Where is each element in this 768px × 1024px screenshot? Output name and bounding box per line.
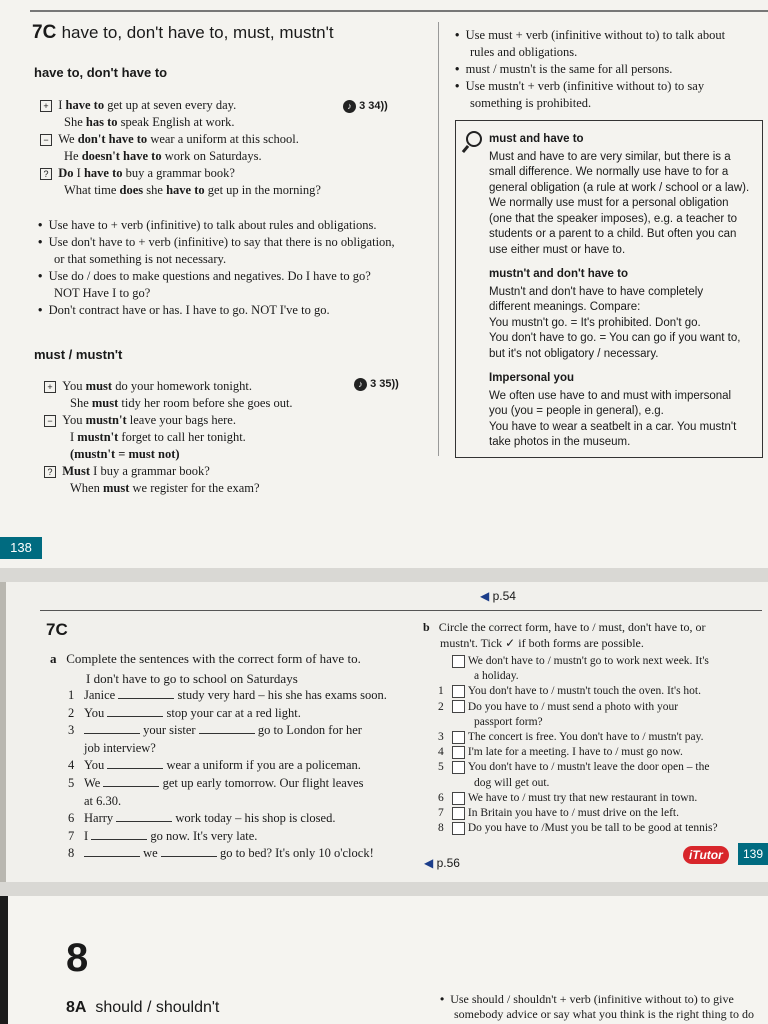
exercise-a-item-1[interactable]: 1 Janice study very hard – his she has exams soon. (68, 688, 387, 702)
sound-waves-icon: )) (391, 378, 399, 390)
unit-8a-title (66, 999, 219, 1017)
exercise-a-instruction: a Complete the sentences with the correct form of have to. (50, 651, 361, 666)
top-rule (30, 10, 768, 12)
checkbox[interactable] (452, 822, 465, 835)
checkbox[interactable] (452, 746, 465, 759)
examples-have-to: + I have to get up at seven every day. She has to speak English at work. − We don't have to wear a uniform at this school. He doesn't have to work on Saturdays. ? Do I have to buy a grammar book? What time does she have to get up in the morning? (40, 97, 321, 199)
note-heading-3: Impersonal you (489, 372, 574, 384)
plus-icon: + (44, 381, 56, 393)
checkbox[interactable] (452, 685, 465, 698)
exercise-a-item-8[interactable]: 8 we go to bed? It's only 10 o'clock! (68, 846, 374, 861)
exercise-b-item-8[interactable]: 8 Do you have to /Must you be tall to be good at tennis? (438, 822, 718, 835)
exercise-b-item-4[interactable]: 4 I'm late for a meeting. I have to / must go now. (438, 746, 683, 759)
column-divider (438, 22, 439, 456)
exercise-a-item-6[interactable]: 6 Harry work today – his shop is closed. (68, 811, 336, 826)
exercise-b-item-5[interactable]: 5 You don't have to / mustn't leave the door open – the (438, 761, 710, 774)
plus-icon: + (40, 100, 52, 112)
audio-track-label: 3 34 (359, 100, 381, 112)
question-icon: ? (40, 168, 52, 180)
rule-line: something is prohibited. (470, 96, 592, 110)
minus-icon: − (40, 134, 52, 146)
exercise-a-item-7[interactable]: 7 I go now. It's very late. (68, 828, 258, 843)
answer-blank[interactable] (161, 856, 217, 857)
checkbox[interactable] (452, 731, 465, 744)
next-unit-page (0, 896, 768, 1024)
minus-icon: − (44, 415, 56, 427)
exercise-b-items: We don't have to / mustn't go to work next week. It's a holiday. 1 You don't have to / mustn't touch the oven. It's hot. 2 Do you have to / must send a photo with your passport form? 3 The concert is free. You don't have to / mustn't pay. 4 I'm late for a meeting. I have to / must go now. 5 You don't have to / mustn't leave the door open – the dog will get out. 6 We have to / must try that new restaurant in town. 7 In Britain you have to / must drive on the left. 8 Do you have to /Must you be tall to be good at tennis? (438, 654, 718, 836)
exercise-b-item-3[interactable]: 3 The concert is free. You don't have to / mustn't pay. (438, 731, 704, 744)
itutor-badge[interactable]: iTutor (683, 846, 729, 864)
unit-title: should / shouldn't (95, 999, 220, 1016)
page-number-139: 139 (738, 843, 768, 865)
note-heading-1: must and have to (489, 133, 584, 145)
checkbox[interactable] (452, 792, 465, 805)
sound-waves-icon: )) (380, 100, 388, 112)
rule-line: Don't contract have or has. I have to go. NOT I've to go. (48, 303, 330, 317)
page-gutter (0, 582, 6, 882)
exercise-b-instruction: b Circle the correct form, have to / must, don't have to, or mustn't. Tick ✓ if both forms are possible. (423, 620, 706, 650)
note-para-2: Mustn't and don't have to have completely different meanings. Compare: You mustn't go. = It's prohibited. Don't go. You don't have to go. = You can go if you want to, but it's not obligatory / necessary. (489, 285, 741, 360)
answer-blank[interactable] (107, 716, 163, 717)
page-gutter (0, 896, 8, 1024)
exercise-b-item-6[interactable]: 6 We have to / must try that new restaurant in town. (438, 791, 698, 804)
rule-line: Use have to + verb (infinitive) to talk about rules and obligations. (48, 218, 377, 232)
exercise-code: 7C (46, 620, 68, 639)
checkbox[interactable] (452, 761, 465, 774)
exercise-b-item-7[interactable]: 7 In Britain you have to / must drive on the left. (438, 807, 679, 820)
exercise-a-item-2[interactable]: 2 You stop your car at a red light. (68, 705, 301, 720)
answer-blank[interactable] (84, 733, 140, 734)
unit-8a-rule: • Use should / shouldn't + verb (infinitive without to) to give somebody advice or say what you think is the right thing to do (440, 992, 754, 1021)
magnifier-icon (466, 131, 482, 147)
note-para-1: Must and have to are very similar, but there is a small difference. We normally use have to for a general obligation (a rule at work / school or a law). We normally use must for a personal obligation (one that the speaker imposes), e.g. a teacher to students or a parent to a child. But often you can use either must or have to. (489, 150, 750, 256)
examples-must: + You must do your homework tonight. She must tidy her room before she goes out. − You mustn't leave your bags here. I mustn't forget to call her tonight. (mustn't = must not) ? Must I buy a grammar book? When must we register for the exam? (44, 378, 293, 497)
rule-line: rules and obligations. (470, 45, 578, 59)
audio-badge-1[interactable] (343, 100, 388, 113)
audio-badge-2[interactable] (354, 378, 399, 391)
rules-have-to: • Use have to + verb (infinitive) to talk about rules and obligations. • Use don't have to + verb (infinitive) to say that there is no obligation, or that something is not necessary. • Use do / does to make questions and negatives. Do I have to go? NOT Have I to go? • Don't contract have or has. I have to go. NOT I've to go. (38, 218, 395, 317)
answer-blank[interactable] (199, 733, 255, 734)
section-title-text: have to, don't have to, must, mustn't (61, 23, 334, 42)
question-icon: ? (44, 466, 56, 478)
speaker-icon: ♪ (343, 100, 356, 113)
exercise-b-item-2[interactable]: 2 Do you have to / must send a photo with your (438, 700, 679, 713)
answer-blank[interactable] (91, 839, 147, 840)
note-box (455, 120, 763, 458)
audio-track-label: 3 35 (370, 378, 392, 390)
speaker-icon: ♪ (354, 378, 367, 391)
answer-blank[interactable] (116, 821, 172, 822)
exercise-a-example: I don't have to go to school on Saturdays (86, 671, 298, 686)
checkbox[interactable] (452, 807, 465, 820)
magnifier-handle (462, 145, 469, 153)
checkbox[interactable] (452, 655, 465, 668)
note-para-3: We often use have to and must with impersonal you (you = people in general), e.g. You have to wear a seatbelt in a car. You mustn't take photos in the museum. (489, 389, 737, 448)
section-title (32, 22, 334, 44)
rule-line: Use don't have to + verb (infinitive) to say that there is no obligation, (48, 235, 395, 249)
exercise-a-items: 1 Janice study very hard – his she has exams soon. 2 You stop your car at a red light. 3 your sister go to London for her job interview? 4 You wear a uniform if you are a policeman. 5 We get up early tomorrow. Our flight leaves at 6.30. 6 Harry work today – his shop is closed. 7 I go now. It's very late. 8 we go to bed? It's only 10 o'clock! (68, 687, 387, 863)
rule-line: Use mustn't + verb (infinitive without to) to say (465, 79, 705, 93)
exercise-rule (40, 610, 762, 611)
unit-number: 8 (66, 936, 89, 980)
rule-line: Use must + verb (infinitive without to) to talk about (465, 28, 726, 42)
exercise-b-example: We don't have to / mustn't go to work next week. It's (438, 654, 718, 669)
subheading-have-to: have to, don't have to (34, 65, 168, 80)
rule-line: NOT Have I to go? (54, 286, 151, 300)
checkbox[interactable] (452, 700, 465, 713)
page-ref-top[interactable]: ◀ p.54 (480, 589, 516, 603)
answer-blank[interactable] (118, 698, 174, 699)
subheading-must: must / mustn't (34, 347, 123, 362)
rule-line: must / mustn't is the same for all persons. (465, 62, 673, 76)
page-ref-bottom[interactable]: ◀ p.56 (424, 856, 460, 870)
exercise-a-item-3[interactable]: 3 your sister go to London for her (68, 723, 362, 738)
answer-blank[interactable] (84, 856, 140, 857)
exercise-a-item-5[interactable]: 5 We get up early tomorrow. Our flight leaves (68, 775, 364, 790)
rules-must: • Use must + verb (infinitive without to) to talk about rules and obligations. • must / mustn't is the same for all persons. • Use mustn't + verb (infinitive without to) to say something is prohibited. (455, 28, 726, 110)
note-heading-2: mustn't and don't have to (489, 268, 628, 280)
section-code: 7C (32, 22, 57, 43)
arrow-left-icon: ◀ (424, 856, 434, 870)
answer-blank[interactable] (103, 786, 159, 787)
arrow-left-icon: ◀ (480, 589, 490, 603)
exercise-a-item-4[interactable]: 4 You wear a uniform if you are a policeman. (68, 758, 361, 773)
exercise-page-139 (0, 582, 768, 882)
exercise-b-item-1[interactable]: 1 You don't have to / mustn't touch the oven. It's hot. (438, 685, 701, 698)
rule-line: or that something is not necessary. (54, 252, 227, 266)
rule-line: Use do / does to make questions and negatives. Do I have to go? (48, 269, 371, 283)
unit-code: 8A (66, 999, 87, 1016)
page-number-138: 138 (0, 537, 42, 559)
answer-blank[interactable] (107, 768, 163, 769)
